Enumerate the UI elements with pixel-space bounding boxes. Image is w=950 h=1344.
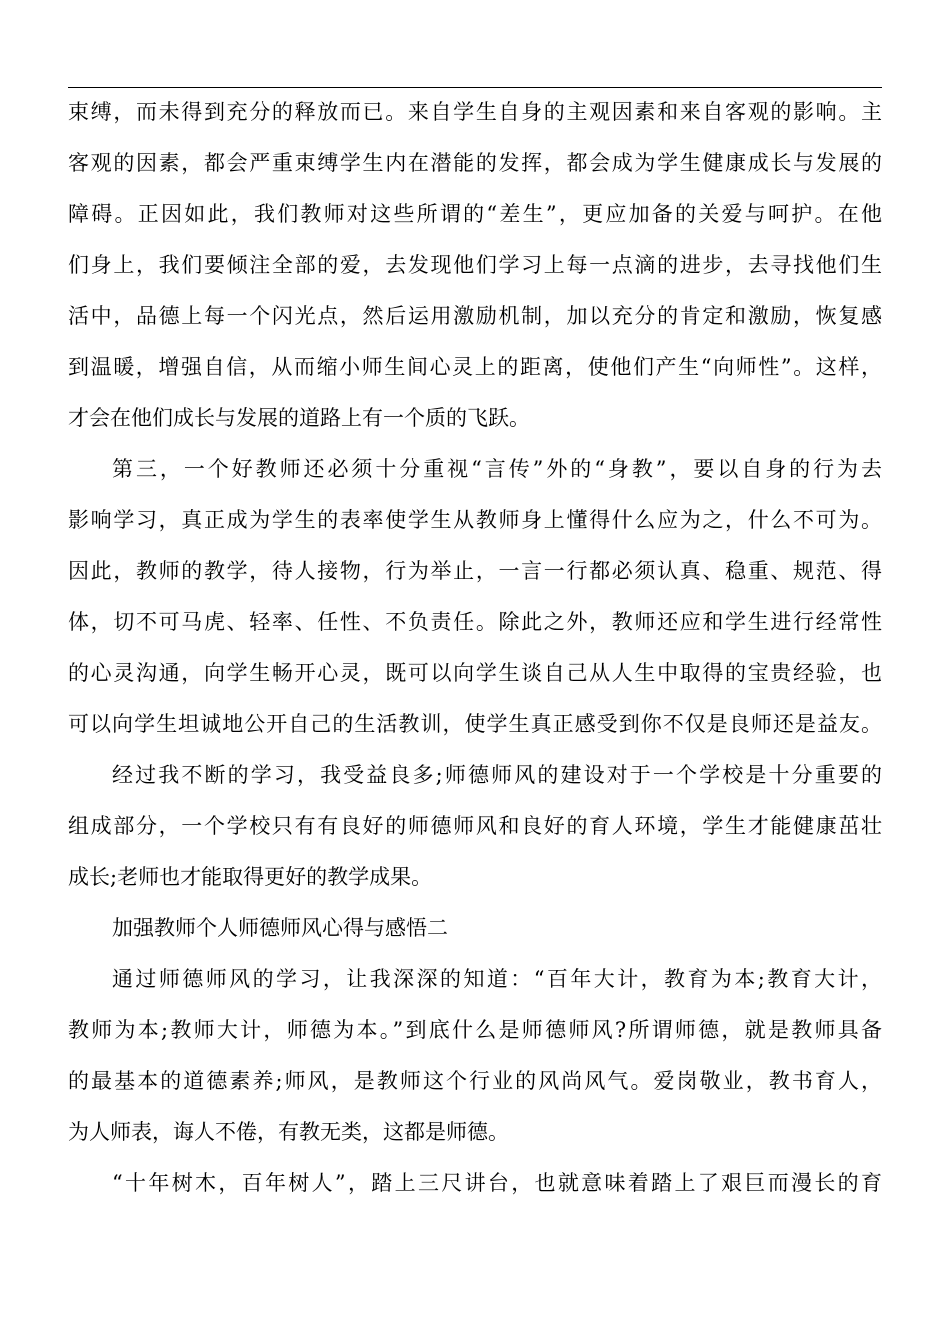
text-line: 的最基本的道德素养;师风，是教师这个行业的风尚风气。爱岗敬业，教书育人， (68, 1069, 882, 1093)
text-line: 才会在他们成长与发展的道路上有一个质的飞跃。 (68, 406, 530, 430)
text-line: 障碍。正因如此，我们教师对这些所谓的“差生”，更应加备的关爱与呵护。在他 (68, 202, 882, 226)
text-line: 束缚，而未得到充分的释放而已。来自学生自身的主观因素和来自客观的影响。主 (68, 100, 882, 124)
text-line: 体，切不可马虎、轻率、任性、不负责任。除此之外，教师还应和学生进行经常性 (68, 610, 882, 634)
text-line: 通过师德师风的学习，让我深深的知道：“百年大计，教育为本;教育大计， (112, 967, 882, 991)
text-line: 的心灵沟通，向学生畅开心灵，既可以向学生谈自己从人生中取得的宝贵经验，也 (68, 661, 882, 685)
text-line: 影响学习，真正成为学生的表率使学生从教师身上懂得什么应为之，什么不可为。 (68, 508, 882, 532)
text-line: 教师为本;教师大计，师德为本。”到底什么是师德师风?所谓师德，就是教师具备 (68, 1018, 882, 1042)
text-line: 加强教师个人师德师风心得与感悟二 (112, 916, 448, 940)
text-line: 客观的因素，都会严重束缚学生内在潜能的发挥，都会成为学生健康成长与发展的 (68, 151, 882, 175)
text-line: 组成部分，一个学校只有有良好的师德师风和良好的育人环境，学生才能健康茁壮 (68, 814, 882, 838)
text-line: “十年树木，百年树人”，踏上三尺讲台，也就意味着踏上了艰巨而漫长的育 (112, 1171, 882, 1195)
text-line: 成长;老师也才能取得更好的教学成果。 (68, 865, 433, 889)
text-line: 们身上，我们要倾注全部的爱，去发现他们学习上每一点滴的进步，去寻找他们生 (68, 253, 882, 277)
text-line: 第三，一个好教师还必须十分重视“言传”外的“身教”，要以自身的行为去 (112, 457, 882, 481)
text-line: 活中，品德上每一个闪光点，然后运用激励机制，加以充分的肯定和激励，恢复感 (68, 304, 882, 328)
text-line: 因此，教师的教学，待人接物，行为举止，一言一行都必须认真、稳重、规范、得 (68, 559, 882, 583)
header-rule (68, 87, 882, 88)
text-line: 经过我不断的学习，我受益良多;师德师风的建设对于一个学校是十分重要的 (112, 763, 882, 787)
text-line: 到温暖，增强自信，从而缩小师生间心灵上的距离，使他们产生“向师性”。这样， (68, 355, 882, 379)
body-text (68, 94, 882, 1216)
text-line: 为人师表，诲人不倦，有教无类，这都是师德。 (68, 1120, 509, 1144)
text-line: 可以向学生坦诚地公开自己的生活教训，使学生真正感受到你不仅是良师还是益友。 (68, 712, 882, 736)
